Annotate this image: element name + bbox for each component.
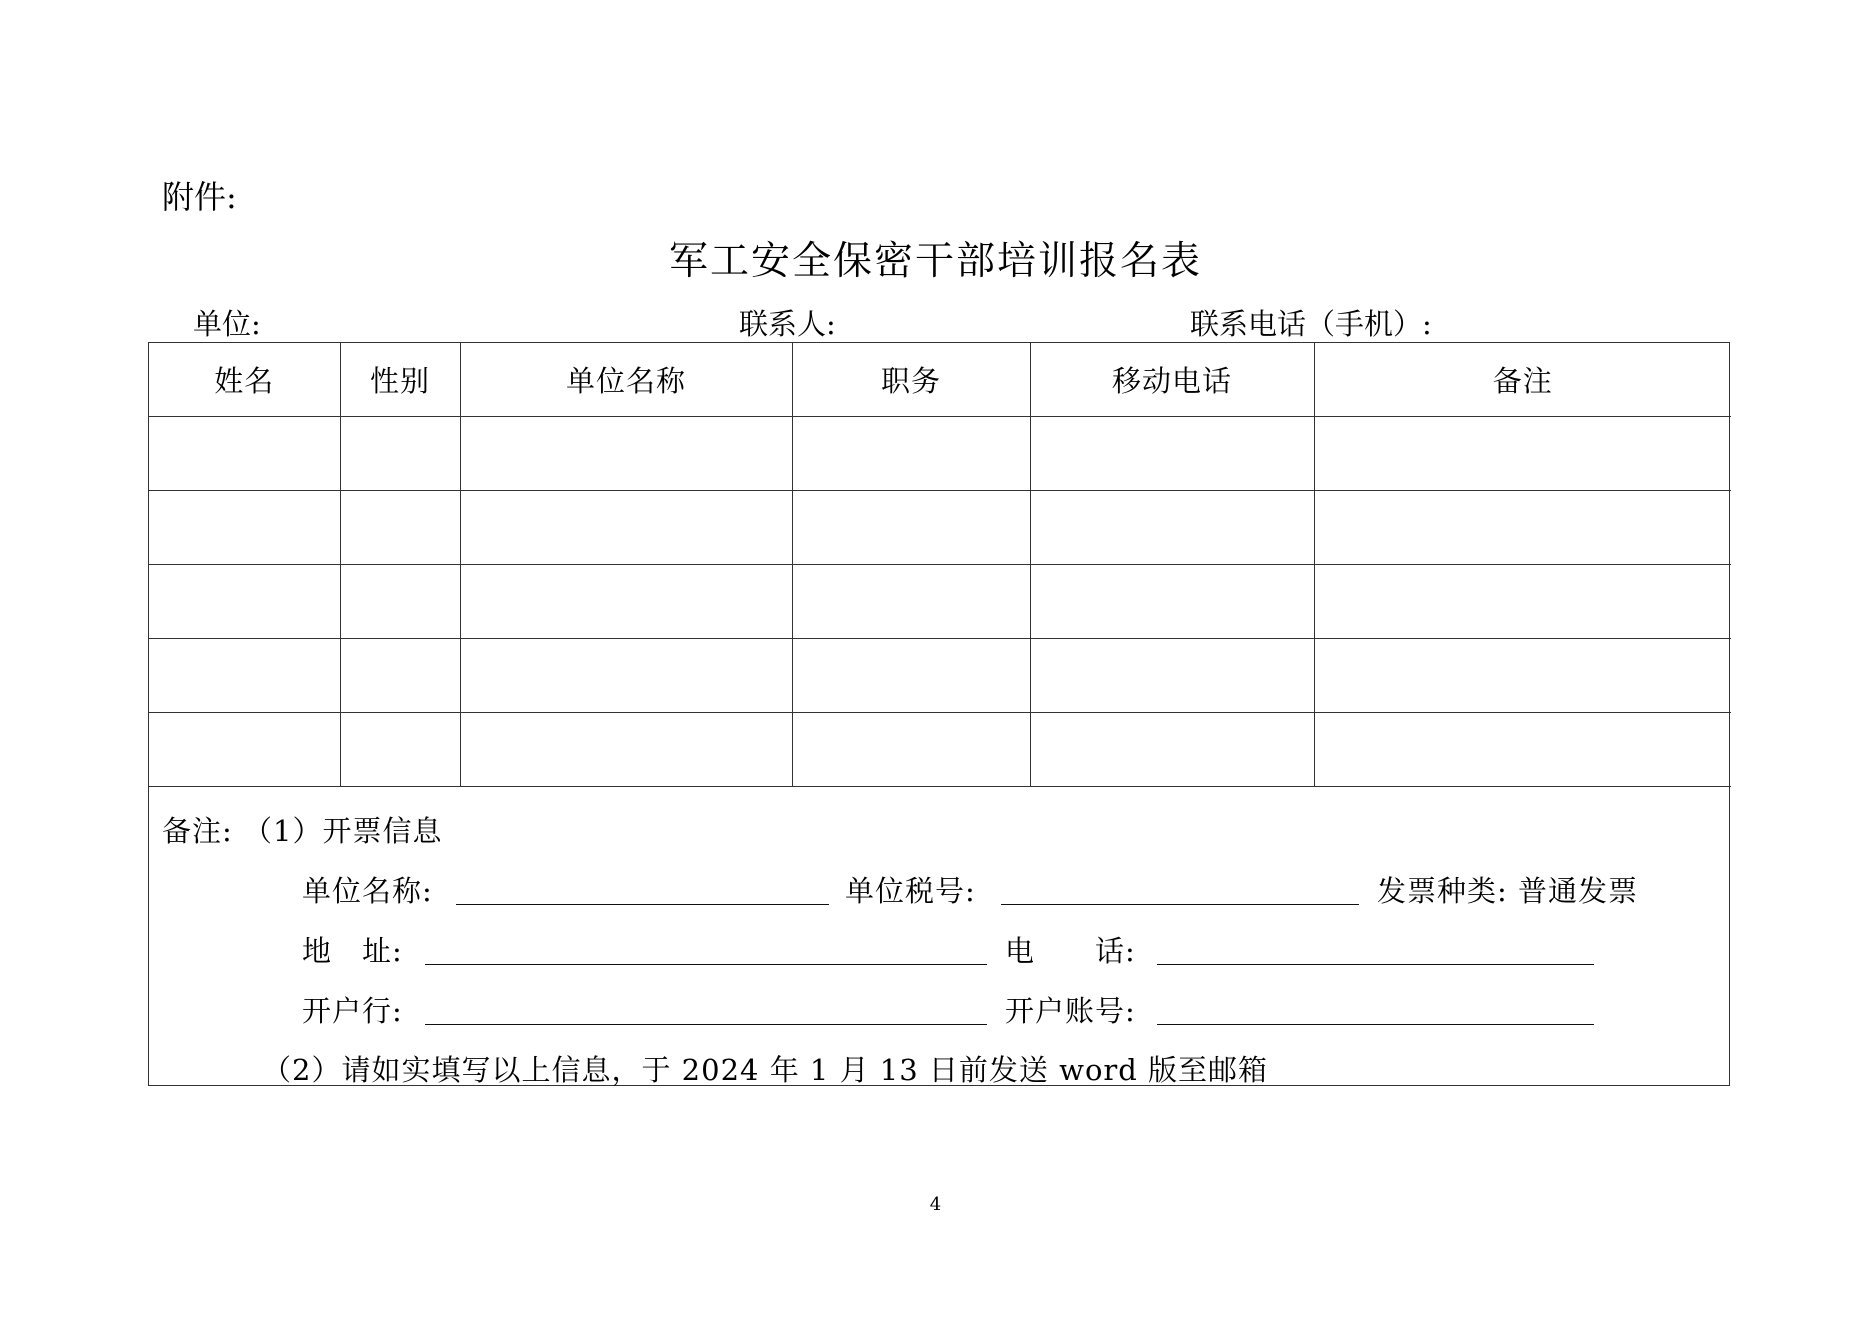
contact-person-label: 联系人: bbox=[739, 307, 836, 341]
table-cell[interactable] bbox=[460, 417, 792, 491]
table-cell[interactable] bbox=[1314, 713, 1731, 787]
table-header-row bbox=[149, 343, 1731, 417]
tax-id-field[interactable] bbox=[1001, 904, 1359, 905]
header-gender: 性别 bbox=[340, 343, 460, 417]
table-cell[interactable] bbox=[340, 713, 460, 787]
table-cell[interactable] bbox=[1314, 639, 1731, 713]
table-cell[interactable] bbox=[340, 639, 460, 713]
page-number: 4 bbox=[929, 1194, 942, 1215]
header-name: 姓名 bbox=[149, 343, 340, 417]
table-cell[interactable] bbox=[1030, 639, 1314, 713]
registration-form bbox=[148, 342, 1730, 1086]
account-field[interactable] bbox=[1157, 1024, 1594, 1025]
form-title: 军工安全保密干部培训报名表 bbox=[668, 239, 1202, 284]
table-row bbox=[149, 417, 1731, 491]
table-row bbox=[149, 491, 1731, 565]
table-cell[interactable] bbox=[792, 713, 1030, 787]
remarks-section bbox=[149, 786, 1729, 1085]
header-mobile: 移动电话 bbox=[1030, 343, 1314, 417]
address-field[interactable] bbox=[425, 964, 987, 965]
table-cell[interactable] bbox=[149, 713, 340, 787]
table-row bbox=[149, 713, 1731, 787]
attachment-label: 附件: bbox=[162, 178, 237, 216]
table-cell[interactable] bbox=[340, 565, 460, 639]
header-position: 职务 bbox=[792, 343, 1030, 417]
account-label: 开户账号: bbox=[1005, 994, 1136, 1028]
tax-id-label: 单位税号: bbox=[845, 874, 976, 908]
table-cell[interactable] bbox=[1314, 417, 1731, 491]
table-cell[interactable] bbox=[460, 565, 792, 639]
table-cell[interactable] bbox=[792, 639, 1030, 713]
table-cell[interactable] bbox=[149, 491, 340, 565]
address-label: 地 址: bbox=[302, 934, 403, 968]
table-cell[interactable] bbox=[460, 639, 792, 713]
table-row bbox=[149, 565, 1731, 639]
table-row bbox=[149, 639, 1731, 713]
table-cell[interactable] bbox=[340, 491, 460, 565]
org-name-label: 单位名称: bbox=[302, 874, 433, 908]
header-org-name: 单位名称 bbox=[460, 343, 792, 417]
registration-table bbox=[149, 343, 1731, 787]
telephone-field[interactable] bbox=[1157, 964, 1594, 965]
telephone-label: 电 话: bbox=[1005, 934, 1136, 968]
unit-label: 单位: bbox=[193, 307, 261, 341]
table-cell[interactable] bbox=[1030, 491, 1314, 565]
invoice-type-text: 发票种类: 普通发票 bbox=[1377, 874, 1638, 908]
bank-field[interactable] bbox=[425, 1024, 987, 1025]
table-cell[interactable] bbox=[1030, 417, 1314, 491]
table-cell[interactable] bbox=[149, 565, 340, 639]
table-cell[interactable] bbox=[340, 417, 460, 491]
table-cell[interactable] bbox=[1030, 565, 1314, 639]
table-cell[interactable] bbox=[1030, 713, 1314, 787]
table-cell[interactable] bbox=[460, 491, 792, 565]
bank-label: 开户行: bbox=[302, 994, 403, 1028]
table-cell[interactable] bbox=[149, 639, 340, 713]
table-cell[interactable] bbox=[792, 491, 1030, 565]
contact-phone-label: 联系电话（手机）: bbox=[1190, 307, 1432, 341]
table-cell[interactable] bbox=[792, 417, 1030, 491]
table-cell[interactable] bbox=[460, 713, 792, 787]
header-remarks: 备注 bbox=[1314, 343, 1731, 417]
table-cell[interactable] bbox=[149, 417, 340, 491]
table-cell[interactable] bbox=[792, 565, 1030, 639]
org-name-field[interactable] bbox=[456, 904, 829, 905]
instruction-text: （2）请如实填写以上信息，于 2024 年 1 月 13 日前发送 word 版至邮箱 bbox=[262, 1053, 1269, 1087]
table-cell[interactable] bbox=[1314, 565, 1731, 639]
remarks-heading: 备注: （1）开票信息 bbox=[162, 814, 443, 848]
table-cell[interactable] bbox=[1314, 491, 1731, 565]
